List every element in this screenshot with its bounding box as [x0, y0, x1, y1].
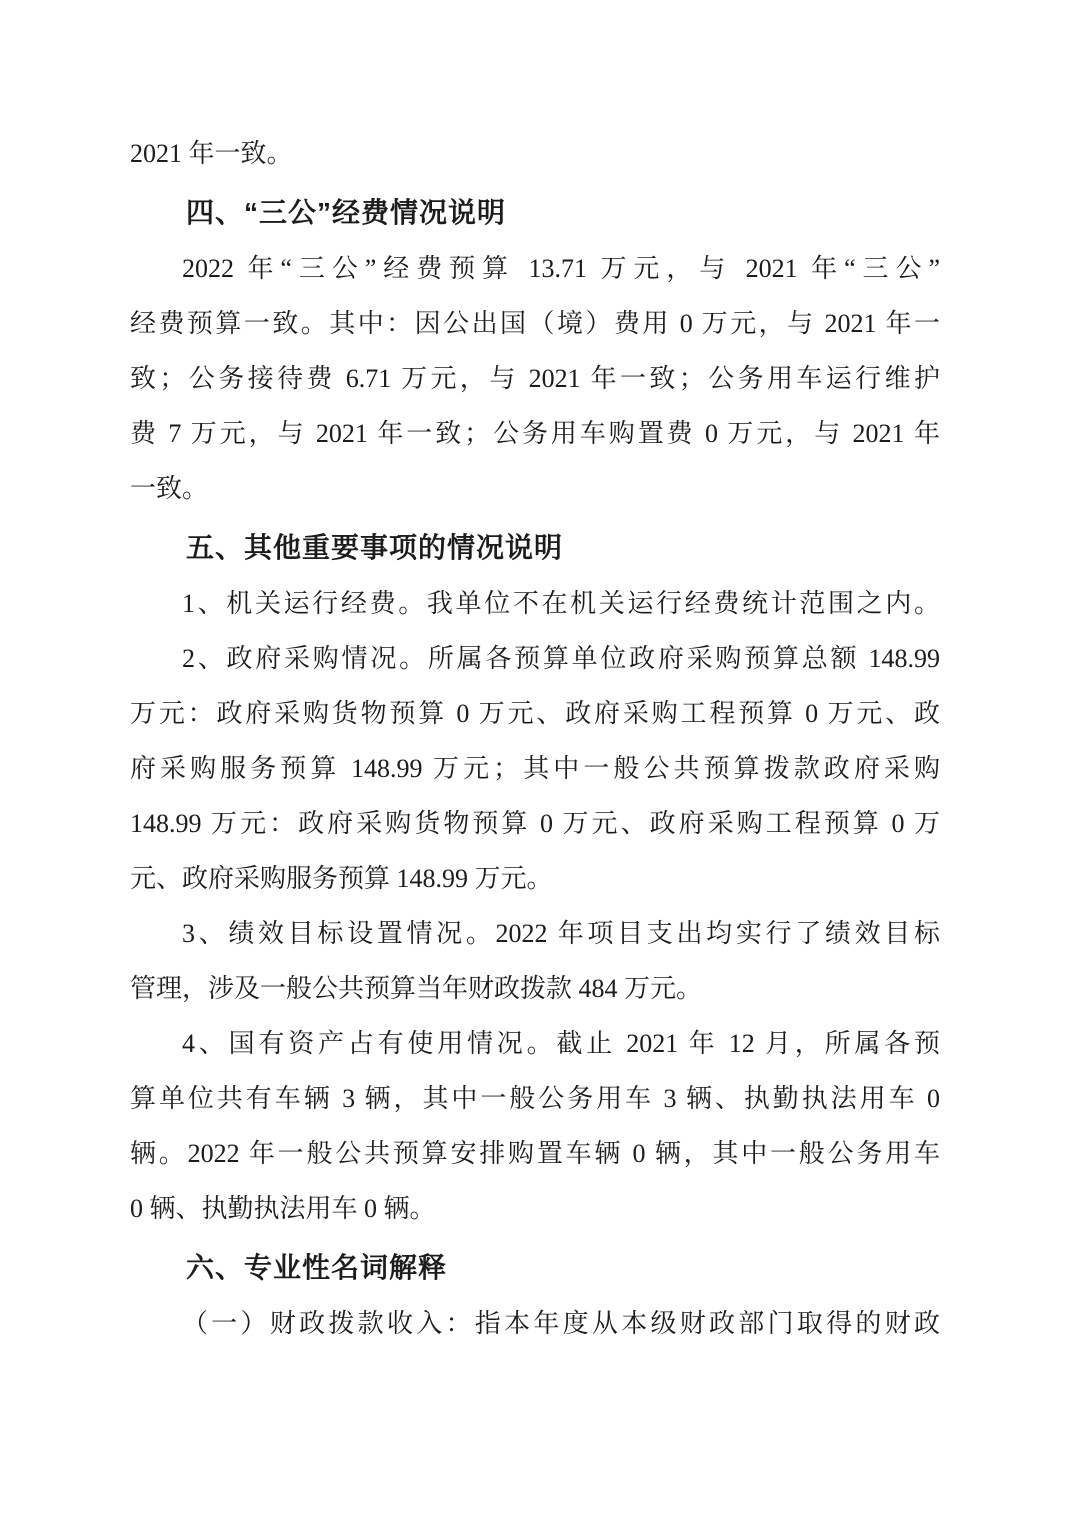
body-text-line: 管理，涉及一般公共预算当年财政拨款 484 万元。	[130, 974, 703, 1003]
body-text-line: 1、机关运行经费。我单位不在机关运行经费统计范围之内。	[182, 589, 940, 618]
body-text-line: 2021 年一致。	[130, 139, 293, 168]
body-text-line: 府采购服务预算 148.99 万元；其中一般公共预算拨款政府采购	[130, 754, 940, 783]
body-text-line: 0 辆、执勤执法用车 0 辆。	[130, 1194, 436, 1223]
body-text-line: （一）财政拨款收入：指本年度从本级财政部门取得的财政	[182, 1309, 940, 1338]
body-text-line: 148.99 万元：政府采购货物预算 0 万元、政府采购工程预算 0 万	[130, 809, 940, 838]
body-text-line: 2、政府采购情况。所属各预算单位政府采购预算总额 148.99	[182, 644, 940, 673]
body-text-line: 费 7 万元，与 2021 年一致；公务用车购置费 0 万元，与 2021 年	[130, 419, 940, 448]
body-text-line: 辆。2022 年一般公共预算安排购置车辆 0 辆，其中一般公务用车	[130, 1139, 940, 1168]
body-text-line: 算单位共有车辆 3 辆，其中一般公务用车 3 辆、执勤执法用车 0	[130, 1084, 940, 1113]
body-text-line: 经费预算一致。其中：因公出国（境）费用 0 万元，与 2021 年一	[130, 309, 940, 338]
document-text-block	[130, 126, 940, 1351]
section-heading: 四、“三公”经费情况说明	[186, 197, 507, 228]
body-text-line: 一致。	[130, 474, 209, 503]
body-text-line: 2022 年“三公”经费预算 13.71 万元，与 2021 年“三公”	[182, 254, 940, 283]
body-text-line: 致；公务接待费 6.71 万元，与 2021 年一致；公务用车运行维护	[130, 364, 940, 393]
body-text-line: 万元：政府采购货物预算 0 万元、政府采购工程预算 0 万元、政	[130, 699, 940, 728]
section-heading: 六、专业性名词解释	[186, 1252, 448, 1283]
section-heading: 五、其他重要事项的情况说明	[186, 532, 564, 563]
body-text-line: 4、国有资产占有使用情况。截止 2021 年 12 月，所属各预	[182, 1029, 940, 1058]
body-text-line: 元、政府采购服务预算 148.99 万元。	[130, 864, 553, 893]
body-text-line: 3、绩效目标设置情况。2022 年项目支出均实行了绩效目标	[182, 919, 940, 948]
